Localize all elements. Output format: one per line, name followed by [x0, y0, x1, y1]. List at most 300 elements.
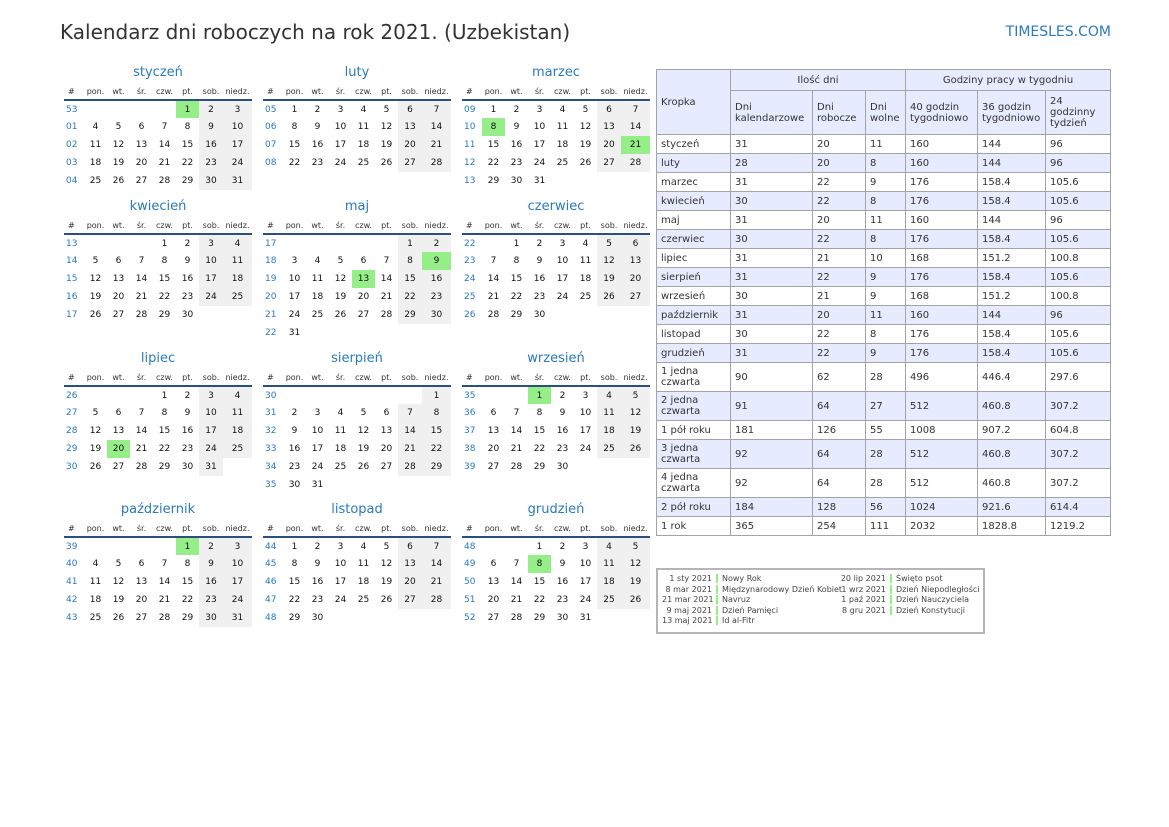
day-cell — [84, 386, 107, 404]
week-row — [263, 234, 451, 252]
summary-cell: 144 — [978, 306, 1046, 325]
week-number: 22 — [265, 328, 277, 338]
day-cell: 25 — [223, 440, 252, 458]
day-cell: 12 — [357, 426, 370, 436]
holiday-name: Dzień Konstytucji — [896, 605, 966, 615]
day-cell: 2 — [559, 390, 566, 401]
day-cell: 31 — [311, 480, 324, 490]
day-cell: 31 — [533, 176, 546, 186]
week-row — [64, 100, 252, 118]
day-cell: 4 — [314, 256, 321, 266]
summary-row — [657, 192, 1111, 211]
month-calendar — [263, 64, 451, 172]
day-cell: 25 — [223, 288, 252, 306]
day-cell: 15 — [158, 274, 171, 284]
day-cell: 10 — [199, 252, 223, 270]
summary-cell: 158.4 — [978, 173, 1046, 192]
summary-cell: 184 — [731, 498, 813, 517]
summary-cell: 158.4 — [978, 268, 1046, 287]
weekday-header: wt. — [306, 370, 329, 386]
week-number: 38 — [464, 444, 476, 454]
day-cell: 25 — [556, 158, 569, 168]
day-cell: 16 — [288, 444, 301, 454]
day-cell: 15 — [533, 426, 546, 436]
summary-row — [657, 392, 1111, 421]
day-cell: 19 — [89, 292, 102, 302]
summary-cell: 28 — [866, 363, 906, 392]
day-cell: 16 — [311, 577, 324, 587]
summary-cell: 614.4 — [1046, 498, 1111, 517]
week-number: 43 — [66, 613, 78, 623]
day-cell: 12 — [380, 122, 393, 132]
summary-cell: 31 — [731, 306, 813, 325]
day-cell: 9 — [199, 118, 223, 136]
day-cell: 28 — [135, 310, 148, 320]
day-cell: 26 — [380, 158, 393, 168]
month-calendar — [64, 198, 252, 324]
weekday-header: pt. — [176, 370, 199, 386]
weekday-header: sob. — [597, 521, 621, 537]
day-cell — [306, 386, 329, 404]
day-cell: 28 — [422, 591, 451, 609]
summary-row — [657, 498, 1111, 517]
summary-cell: 10 — [866, 249, 906, 268]
weekday-header: śr. — [329, 521, 352, 537]
summary-cell: 20 — [813, 154, 866, 173]
weekday-header: wt. — [505, 370, 528, 386]
day-cell: 11 — [597, 555, 621, 573]
summary-cell: 176 — [906, 268, 978, 287]
day-cell: 21 — [510, 595, 523, 605]
week-row — [462, 422, 650, 440]
weekday-header: śr. — [528, 84, 551, 100]
week-number-header: # — [462, 84, 482, 100]
week-row — [462, 386, 650, 404]
week-row — [263, 422, 451, 440]
summary-period-label: maj — [657, 211, 731, 230]
summary-period-label: listopad — [657, 325, 731, 344]
day-cell: 15 — [422, 422, 451, 440]
day-cell: 28 — [380, 310, 393, 320]
day-cell: 21 — [158, 595, 171, 605]
holiday-marker — [890, 585, 892, 594]
weekday-header: niedz. — [422, 521, 451, 537]
day-cell — [153, 537, 176, 555]
month-name: luty — [344, 65, 370, 80]
week-number-header: # — [462, 218, 482, 234]
week-number: 53 — [66, 104, 78, 115]
summary-cell: 20 — [813, 211, 866, 230]
week-row — [263, 154, 451, 172]
day-cell: 11 — [223, 404, 252, 422]
summary-cell: 62 — [813, 363, 866, 392]
summary-cell: 27 — [866, 392, 906, 421]
day-cell — [621, 306, 650, 324]
summary-cell: 1008 — [906, 421, 978, 440]
day-cell — [329, 324, 352, 342]
summary-cell: 111 — [866, 517, 906, 536]
day-cell — [84, 100, 107, 118]
week-number: 44 — [265, 541, 277, 552]
day-cell: 18 — [311, 292, 324, 302]
week-row — [64, 270, 252, 288]
day-cell: 3 — [199, 386, 223, 404]
day-cell: 1 — [291, 104, 298, 115]
day-cell: 18 — [597, 573, 621, 591]
weekday-header: niedz. — [223, 84, 252, 100]
week-row — [462, 154, 650, 172]
summary-cell: 126 — [813, 421, 866, 440]
summary-cell: 168 — [906, 249, 978, 268]
day-cell: 30 — [181, 462, 194, 472]
holiday-day-cell: 8 — [482, 118, 505, 136]
summary-cell: 9 — [866, 287, 906, 306]
day-cell: 30 — [288, 480, 301, 490]
weekday-header: czw. — [153, 370, 176, 386]
week-row — [462, 440, 650, 458]
holiday-date: 1 paź 2021 — [841, 595, 886, 604]
day-cell: 30 — [311, 613, 324, 623]
week-row — [64, 136, 252, 154]
week-row — [64, 386, 252, 404]
weekday-header: niedz. — [422, 218, 451, 234]
summary-cell: 96 — [1046, 211, 1111, 230]
summary-cell: 151.2 — [978, 287, 1046, 306]
summary-cell: 9 — [866, 268, 906, 287]
day-cell: 16 — [510, 140, 523, 150]
day-cell: 2 — [184, 238, 191, 249]
week-number-header: # — [64, 84, 84, 100]
holiday-day-cell: 1 — [528, 386, 551, 404]
day-cell: 28 — [422, 154, 451, 172]
summary-cell: 144 — [978, 211, 1046, 230]
day-cell — [574, 458, 597, 476]
summary-row — [657, 344, 1111, 363]
week-row — [263, 270, 451, 288]
week-number: 48 — [464, 541, 476, 552]
day-cell — [422, 609, 451, 627]
summary-table — [656, 69, 1111, 536]
day-cell: 31 — [223, 609, 252, 627]
holiday-marker — [716, 585, 718, 594]
week-number: 47 — [265, 595, 277, 605]
week-number: 08 — [265, 158, 277, 168]
day-cell: 10 — [288, 274, 301, 284]
day-cell: 20 — [398, 136, 422, 154]
holiday-entry — [662, 606, 842, 617]
day-cell: 23 — [288, 462, 301, 472]
day-cell — [283, 234, 306, 252]
summary-header-hours-group: Godziny pracy w tygodniu — [906, 70, 1111, 91]
day-cell: 2 — [199, 537, 223, 555]
day-cell: 27 — [398, 154, 422, 172]
week-number: 11 — [464, 140, 476, 150]
day-cell: 11 — [311, 274, 324, 284]
day-cell: 10 — [533, 122, 546, 132]
week-number: 35 — [464, 390, 476, 401]
day-cell: 5 — [383, 541, 390, 552]
day-cell: 18 — [89, 158, 102, 168]
day-cell — [574, 172, 597, 190]
day-cell: 21 — [158, 158, 171, 168]
day-cell — [375, 609, 398, 627]
weekday-header: czw. — [352, 521, 375, 537]
day-cell — [352, 234, 375, 252]
summary-row — [657, 363, 1111, 392]
day-cell: 19 — [112, 158, 125, 168]
day-cell: 14 — [510, 426, 523, 436]
month-calendar — [64, 501, 252, 627]
day-cell: 11 — [579, 256, 592, 266]
month-calendar — [462, 350, 650, 476]
summary-cell: 307.2 — [1046, 440, 1111, 469]
summary-cell: 92 — [731, 469, 813, 498]
day-cell: 28 — [158, 613, 171, 623]
week-number: 46 — [265, 577, 277, 587]
day-cell: 13 — [112, 274, 125, 284]
week-row — [263, 537, 451, 555]
summary-cell: 64 — [813, 440, 866, 469]
summary-cell: 1024 — [906, 498, 978, 517]
holiday-date: 13 maj 2021 — [662, 616, 713, 625]
day-cell: 3 — [559, 238, 566, 249]
week-row — [64, 172, 252, 190]
month-name: maj — [344, 199, 370, 214]
week-number: 05 — [265, 104, 277, 115]
summary-cell: 176 — [906, 192, 978, 211]
week-number: 31 — [265, 408, 277, 418]
holiday-entry — [662, 595, 842, 606]
day-cell: 13 — [135, 140, 148, 150]
weekday-header: pon. — [84, 218, 107, 234]
summary-cell: 9 — [866, 344, 906, 363]
holiday-day-cell: 8 — [528, 555, 551, 573]
week-number: 17 — [66, 310, 78, 320]
day-cell: 27 — [487, 613, 500, 623]
day-cell: 10 — [579, 559, 592, 569]
day-cell: 30 — [199, 172, 223, 190]
day-cell: 31 — [288, 328, 301, 338]
week-number-header: # — [64, 218, 84, 234]
weekday-header: niedz. — [422, 84, 451, 100]
day-cell: 22 — [533, 444, 546, 454]
day-cell: 28 — [487, 310, 500, 320]
day-cell: 12 — [89, 426, 102, 436]
month-calendar — [263, 501, 451, 627]
day-cell: 9 — [314, 122, 321, 132]
day-cell: 17 — [579, 426, 592, 436]
day-cell: 22 — [422, 440, 451, 458]
summary-row — [657, 306, 1111, 325]
week-number: 14 — [66, 256, 78, 266]
day-cell: 7 — [422, 537, 451, 555]
month-calendar — [263, 198, 451, 342]
month-calendar — [263, 350, 451, 494]
summary-cell: 20 — [813, 306, 866, 325]
holiday-name: Dzień Niepodległości — [896, 584, 980, 594]
holiday-day-cell: 20 — [107, 440, 130, 458]
summary-cell: 160 — [906, 306, 978, 325]
week-row — [462, 100, 650, 118]
day-cell: 14 — [135, 426, 148, 436]
summary-cell: 460.8 — [978, 440, 1046, 469]
day-cell: 29 — [181, 613, 194, 623]
week-number-header: # — [263, 218, 283, 234]
summary-period-label: 2 jedna czwarta — [657, 392, 731, 421]
day-cell: 19 — [380, 140, 393, 150]
day-cell: 13 — [398, 555, 422, 573]
week-row — [64, 458, 252, 476]
day-cell: 20 — [357, 292, 370, 302]
summary-col-header: 24 godzinny tydzień — [1046, 91, 1111, 135]
summary-cell: 8 — [866, 154, 906, 173]
day-cell — [329, 386, 352, 404]
day-cell: 9 — [536, 256, 543, 266]
week-row — [64, 537, 252, 555]
day-cell: 11 — [357, 559, 370, 569]
weekday-header: wt. — [505, 521, 528, 537]
weekday-header: wt. — [505, 84, 528, 100]
day-cell: 4 — [559, 104, 566, 115]
holiday-name: Navruz — [722, 595, 751, 604]
day-cell: 29 — [288, 613, 301, 623]
day-cell — [107, 386, 130, 404]
weekday-header: czw. — [153, 218, 176, 234]
day-cell: 15 — [288, 577, 301, 587]
day-cell: 27 — [398, 591, 422, 609]
month-name: lipiec — [140, 351, 176, 366]
summary-cell: 30 — [731, 325, 813, 344]
day-cell — [306, 324, 329, 342]
day-cell: 29 — [510, 310, 523, 320]
summary-cell: 28 — [731, 154, 813, 173]
day-cell: 26 — [334, 310, 347, 320]
day-cell: 25 — [597, 440, 621, 458]
day-cell: 30 — [533, 310, 546, 320]
week-row — [263, 386, 451, 404]
weekday-header: sob. — [398, 521, 422, 537]
summary-cell: 31 — [731, 173, 813, 192]
day-cell: 13 — [487, 426, 500, 436]
summary-cell: 446.4 — [978, 363, 1046, 392]
weekday-header: wt. — [505, 218, 528, 234]
holiday-marker — [716, 574, 718, 583]
day-cell: 16 — [199, 136, 223, 154]
holiday-entry — [662, 574, 842, 585]
summary-row — [657, 440, 1111, 469]
day-cell: 18 — [334, 444, 347, 454]
day-cell: 1 — [422, 386, 451, 404]
day-cell: 18 — [597, 422, 621, 440]
summary-cell: 100.8 — [1046, 249, 1111, 268]
weekday-header: pt. — [176, 521, 199, 537]
weekday-header: niedz. — [621, 84, 650, 100]
weekday-header: sob. — [398, 370, 422, 386]
day-cell: 19 — [621, 573, 650, 591]
summary-cell: 160 — [906, 135, 978, 154]
week-number: 52 — [464, 613, 476, 623]
day-cell: 23 — [181, 292, 194, 302]
day-cell: 24 — [579, 595, 592, 605]
day-cell — [84, 234, 107, 252]
week-row — [64, 404, 252, 422]
day-cell: 11 — [597, 404, 621, 422]
day-cell: 6 — [621, 234, 650, 252]
day-cell: 17 — [556, 274, 569, 284]
day-cell: 1 — [536, 541, 543, 552]
day-cell: 28 — [398, 458, 422, 476]
summary-period-label: marzec — [657, 173, 731, 192]
day-cell — [223, 458, 252, 476]
day-cell: 7 — [513, 559, 520, 569]
day-cell — [352, 476, 375, 494]
day-cell — [199, 306, 223, 324]
day-cell: 26 — [579, 158, 592, 168]
day-cell: 27 — [112, 310, 125, 320]
summary-period-label: lipiec — [657, 249, 731, 268]
day-cell: 23 — [556, 444, 569, 454]
day-cell: 9 — [184, 256, 191, 266]
week-number: 27 — [66, 408, 78, 418]
summary-cell: 2032 — [906, 517, 978, 536]
weekday-header: śr. — [528, 370, 551, 386]
day-cell: 19 — [621, 422, 650, 440]
summary-period-label: październik — [657, 306, 731, 325]
week-number: 41 — [66, 577, 78, 587]
day-cell — [621, 172, 650, 190]
week-row — [462, 252, 650, 270]
holiday-date: 20 lip 2021 — [840, 574, 886, 583]
weekday-header: pt. — [574, 84, 597, 100]
day-cell — [482, 537, 505, 555]
day-cell — [597, 458, 621, 476]
summary-cell: 90 — [731, 363, 813, 392]
day-cell: 19 — [89, 444, 102, 454]
summary-cell: 91 — [731, 392, 813, 421]
summary-cell: 158.4 — [978, 325, 1046, 344]
summary-cell: 96 — [1046, 154, 1111, 173]
day-cell: 22 — [181, 158, 194, 168]
summary-col-header: 36 godzin tygodniowo — [978, 91, 1046, 135]
day-cell: 7 — [138, 256, 145, 266]
day-cell: 4 — [597, 537, 621, 555]
holiday-entry — [826, 606, 979, 617]
day-cell: 31 — [199, 458, 223, 476]
weekday-header: niedz. — [223, 218, 252, 234]
day-cell: 19 — [579, 140, 592, 150]
day-cell: 17 — [533, 140, 546, 150]
week-row — [64, 609, 252, 627]
day-cell: 28 — [621, 154, 650, 172]
week-number: 48 — [265, 613, 277, 623]
brand-link[interactable]: TIMESLES.COM — [1005, 24, 1111, 40]
day-cell: 22 — [158, 292, 171, 302]
summary-cell: 56 — [866, 498, 906, 517]
day-cell: 9 — [559, 559, 566, 569]
weekday-header: pon. — [283, 370, 306, 386]
day-cell: 15 — [487, 140, 500, 150]
week-number: 45 — [265, 559, 277, 569]
day-cell: 24 — [311, 462, 324, 472]
day-cell: 4 — [92, 559, 99, 569]
day-cell — [329, 609, 352, 627]
week-number: 32 — [265, 426, 277, 436]
holiday-name: Nowy Rok — [722, 574, 762, 583]
summary-cell: 297.6 — [1046, 363, 1111, 392]
day-cell: 26 — [597, 288, 621, 306]
summary-cell: 28 — [866, 469, 906, 498]
day-cell: 29 — [487, 176, 500, 186]
